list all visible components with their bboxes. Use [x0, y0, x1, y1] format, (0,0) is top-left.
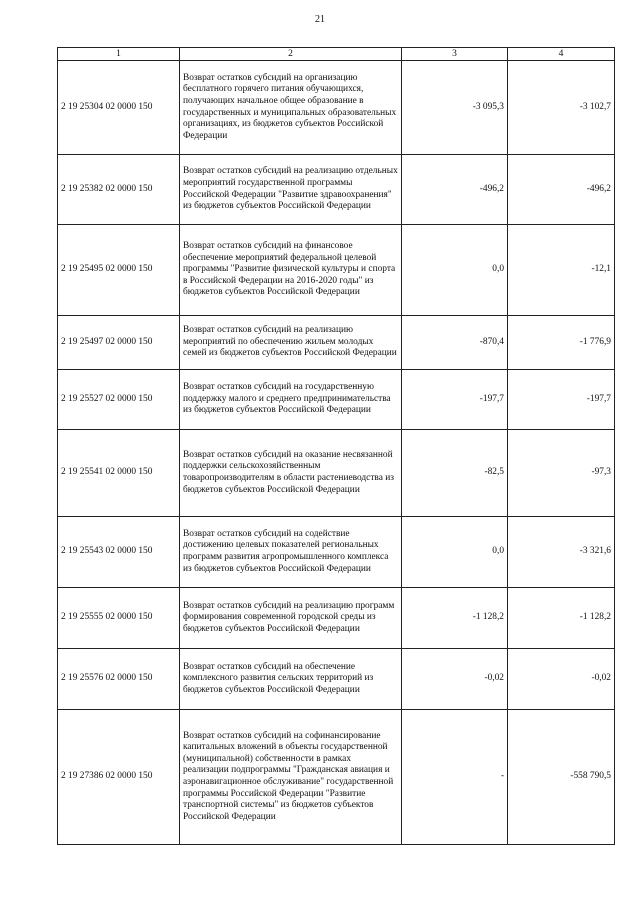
row-description: Возврат остатков субсидий на обеспечение комплексного развития сельских территорий из бюджетов субъектов Российской Федерации [180, 649, 402, 710]
value-col4: -3 102,7 [508, 61, 615, 155]
value-col4: -3 321,6 [508, 517, 615, 588]
value-col4: -97,3 [508, 430, 615, 517]
table-row [58, 649, 615, 710]
row-description: Возврат остатков субсидий на реализацию отдельных мероприятий государственной программы Российской Федерации "Развитие здравоохранения" из бюджетов субъектов Российской Федерации [180, 155, 402, 225]
table-row [58, 370, 615, 430]
row-description: Возврат остатков субсидий на оказание несвязанной поддержки сельскохозяйственным товаропроизводителям в области растениеводства из бюджетов субъектов Российской Федерации [180, 430, 402, 517]
table-row [58, 61, 615, 155]
budget-code: 2 19 25541 02 0000 150 [58, 430, 180, 517]
budget-table [57, 47, 615, 845]
value-col4: -0,02 [508, 649, 615, 710]
value-col3: -0,02 [402, 649, 508, 710]
table-row [58, 710, 615, 845]
budget-code: 2 19 25304 02 0000 150 [58, 61, 180, 155]
value-col3: - [402, 710, 508, 845]
value-col4: -558 790,5 [508, 710, 615, 845]
row-description: Возврат остатков субсидий на финансовое обеспечение мероприятий федеральной целевой программы "Развитие физической культуры и спорта в Российской Федерации на 2016-2020 годы" из бюджетов субъектов Российской Федерации [180, 225, 402, 316]
value-col3: -3 095,3 [402, 61, 508, 155]
budget-code: 2 19 25555 02 0000 150 [58, 588, 180, 649]
column-header-3: 3 [402, 48, 508, 61]
table-row [58, 517, 615, 588]
value-col4: -197,7 [508, 370, 615, 430]
value-col4: -12,1 [508, 225, 615, 316]
value-col3: -870,4 [402, 316, 508, 370]
table-row [58, 588, 615, 649]
budget-code: 2 19 25497 02 0000 150 [58, 316, 180, 370]
row-description: Возврат остатков субсидий на реализацию программ формирования современной городской среды из бюджетов субъектов Российской Федерации [180, 588, 402, 649]
page-number: 21 [315, 14, 325, 25]
value-col4: -1 128,2 [508, 588, 615, 649]
column-header-1: 1 [58, 48, 180, 61]
budget-code: 2 19 25382 02 0000 150 [58, 155, 180, 225]
table-row [58, 430, 615, 517]
table-row [58, 316, 615, 370]
row-description: Возврат остатков субсидий на софинансирование капитальных вложений в объекты государственной (муниципальной) собственности в рамках реализации подпрограммы "Гражданская авиация и аэронавигационное обслуживание" государственной программы Российской Федерации "Развитие транспортной системы" из бюджетов субъектов Российской Федерации [180, 710, 402, 845]
column-header-2: 2 [180, 48, 402, 61]
row-description: Возврат остатков субсидий на организацию бесплатного горячего питания обучающихся, получающих начальное общее образование в государственных и муниципальных образовательных организациях, из бюджетов субъектов Российской Федерации [180, 61, 402, 155]
value-col3: -496,2 [402, 155, 508, 225]
budget-code: 2 19 27386 02 0000 150 [58, 710, 180, 845]
value-col4: -496,2 [508, 155, 615, 225]
budget-code: 2 19 25576 02 0000 150 [58, 649, 180, 710]
column-header-4: 4 [508, 48, 615, 61]
value-col3: -197,7 [402, 370, 508, 430]
budget-code: 2 19 25527 02 0000 150 [58, 370, 180, 430]
table-row [58, 155, 615, 225]
table-row [58, 225, 615, 316]
value-col3: -1 128,2 [402, 588, 508, 649]
budget-code: 2 19 25495 02 0000 150 [58, 225, 180, 316]
value-col3: 0,0 [402, 225, 508, 316]
value-col3: 0,0 [402, 517, 508, 588]
row-description: Возврат остатков субсидий на государственную поддержку малого и среднего предпринимательства из бюджетов субъектов Российской Федерации [180, 370, 402, 430]
value-col3: -82,5 [402, 430, 508, 517]
value-col4: -1 776,9 [508, 316, 615, 370]
table-header-row [58, 48, 615, 61]
row-description: Возврат остатков субсидий на содействие достижению целевых показателей региональных программ развития агропромышленного комплекса из бюджетов субъектов Российской Федерации [180, 517, 402, 588]
budget-code: 2 19 25543 02 0000 150 [58, 517, 180, 588]
row-description: Возврат остатков субсидий на реализацию мероприятий по обеспечению жильем молодых семей из бюджетов субъектов Российской Федерации [180, 316, 402, 370]
